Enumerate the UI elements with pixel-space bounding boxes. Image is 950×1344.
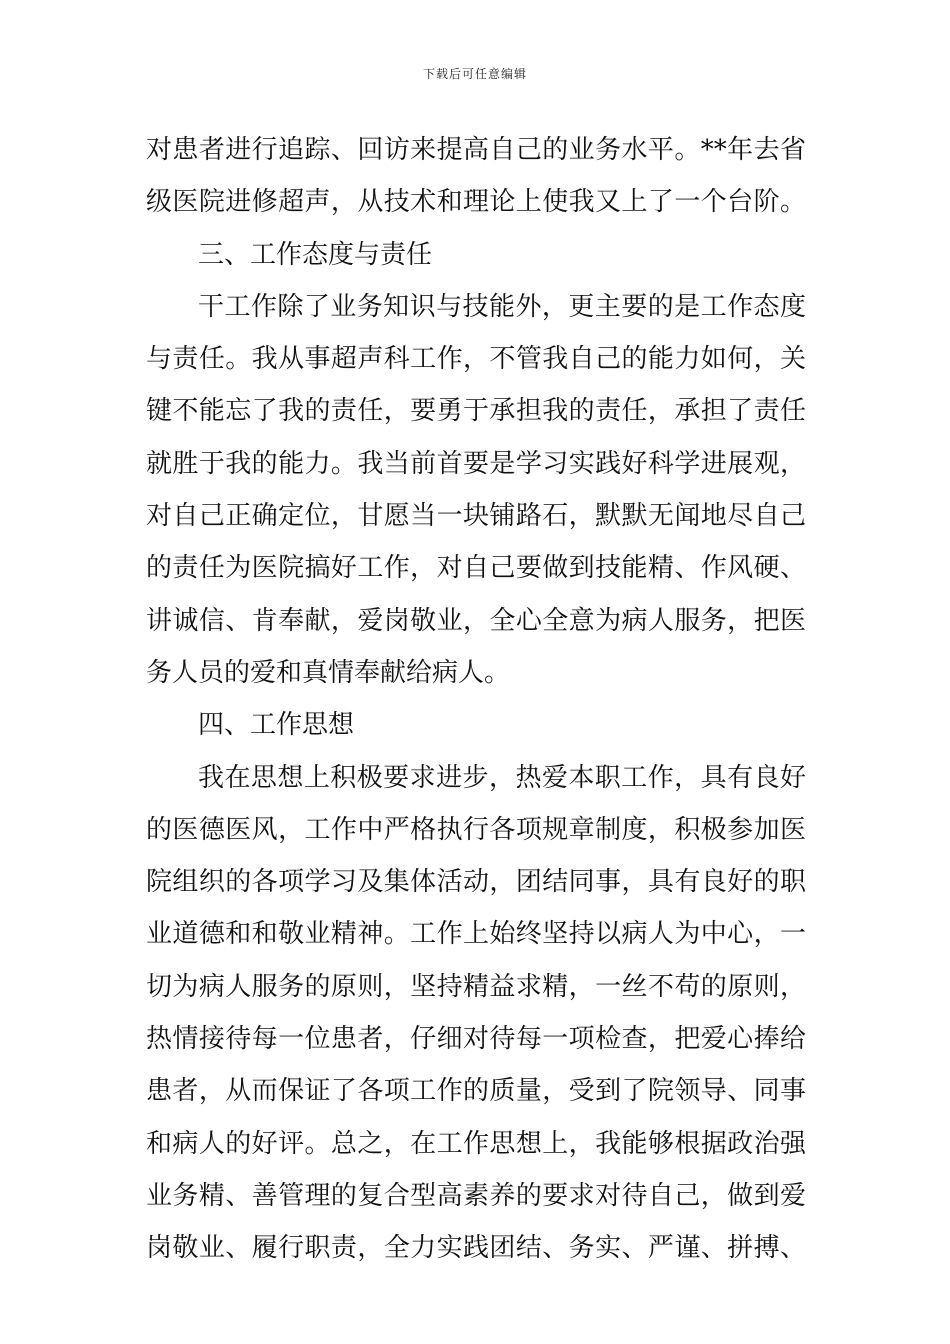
text-line: 岗敬业、履行职责，全力实践团结、务实、严谨、拼搏、 — [146, 1233, 806, 1264]
page-header: 下载后可任意编辑 — [422, 67, 527, 81]
text-line: 的医德医风，工作中严格执行各项规章制度，积极参加医 — [146, 814, 806, 845]
text-line: 键不能忘了我的责任，要勇于承担我的责任，承担了责任 — [146, 396, 806, 427]
text-line: 四、工作思想 — [198, 710, 355, 741]
text-line: 就胜于我的能力。我当前首要是学习实践好科学进展观， — [146, 448, 806, 479]
text-line: 和病人的好评。总之，在工作思想上，我能够根据政治强 — [146, 1128, 806, 1159]
text-line: 务人员的爱和真情奉献给病人。 — [146, 657, 511, 688]
text-line: 业道德和和敬业精神。工作上始终坚持以病人为中心，一 — [146, 919, 806, 950]
text-line: 级医院进修超声，从技术和理论上使我又上了一个台阶。 — [146, 187, 806, 218]
text-line: 讲诚信、肯奉献，爱岗敬业，全心全意为病人服务，把医 — [146, 605, 806, 636]
text-line: 对患者进行追踪、回访来提高自己的业务水平。**年去省 — [146, 135, 806, 165]
text-line: 三、工作态度与责任 — [198, 239, 433, 270]
text-line: 对自己正确定位，甘愿当一块铺路石，默默无闻地尽自己 — [146, 501, 806, 532]
text-line: 患者，从而保证了各项工作的质量，受到了院领导、同事 — [146, 1076, 806, 1107]
text-line: 我在思想上积极要求进步，热爱本职工作，具有良好 — [198, 762, 806, 793]
text-line: 业务精、善管理的复合型高素养的要求对待自己，做到爱 — [146, 1180, 806, 1211]
text-line: 切为病人服务的原则，坚持精益求精，一丝不苟的原则， — [146, 971, 806, 1002]
text-line: 与责任。我从事超声科工作，不管我自己的能力如何，关 — [146, 344, 806, 375]
text-line: 热情接待每一位患者，仔细对待每一项检查，把爱心捧给 — [146, 1024, 806, 1055]
document-body — [146, 124, 806, 1275]
text-line: 院组织的各项学习及集体活动，团结同事，具有良好的职 — [146, 867, 806, 898]
text-line: 干工作除了业务知识与技能外，更主要的是工作态度 — [198, 291, 806, 322]
text-line: 的责任为医院搞好工作，对自己要做到技能精、作风硬、 — [146, 553, 806, 584]
